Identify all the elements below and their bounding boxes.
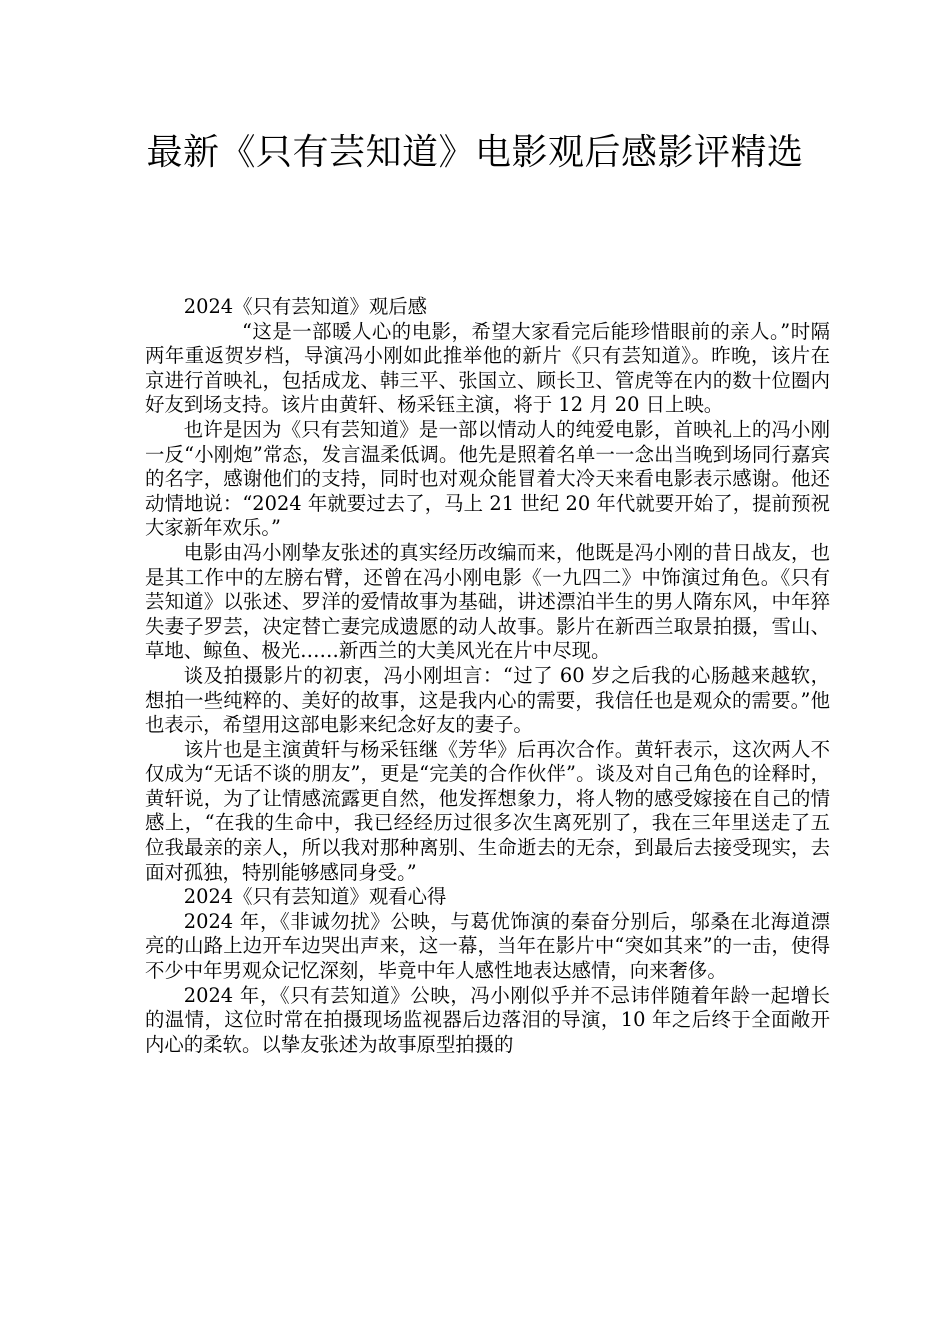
- body-paragraph: “这是一部暖人心的电影，希望大家看完后能珍惜眼前的亲人。”时隔两年重返贺岁档，导演冯小刚如此推举他的新片《只有芸知道》。昨晚，该片在京进行首映礼，包括成龙、韩三平、张国立、顾长卫、管虎等在内的数十位圈内好友到场支持。该片由黄轩、杨采钰主演，将于 12 月 20 日上映。: [145, 319, 830, 417]
- body-paragraph: 也许是因为《只有芸知道》是一部以情动人的纯爱电影，首映礼上的冯小刚一反“小刚炮”常态，发言温柔低调。他先是照着名单一一念出当晚到场同行嘉宾的名字，感谢他们的支持，同时也对观众能冒着大冷天来看电影表示感谢。他还动情地说：“2024 年就要过去了，马上 21 世纪 20 年代就要开始了，提前预祝大家新年欢乐。”: [145, 417, 830, 540]
- section-heading: 2024《只有芸知道》观后感: [183, 295, 428, 318]
- section-heading: 2024《只有芸知道》观看心得: [183, 885, 447, 909]
- body-paragraph: 谈及拍摄影片的初衷，冯小刚坦言：“过了 60 岁之后我的心肠越来越软，想拍一些纯粹的、美好的故事，这是我内心的需要，我信任也是观众的需要。”他也表示，希望用这部电影来纪念好友的妻子。: [145, 663, 830, 737]
- document-title: 最新《只有芸知道》电影观后感影评精选: [146, 132, 804, 173]
- body-paragraph: 该片也是主演黄轩与杨采钰继《芳华》后再次合作。黄轩表示，这次两人不仅成为“无话不谈的朋友”，更是“完美的合作伙伴”。谈及对自己角色的诠释时，黄轩说，为了让情感流露更自然，他发挥想象力，将人物的感受嫁接在自己的情感上，“在我的生命中，我已经经历过很多次生离死别了，我在三年里送走了五位我最亲的亲人，所以我对那种离别、生命逝去的无奈，到最后去接受现实，去面对孤独，特别能够感同身受。”: [145, 737, 830, 884]
- document-body: [145, 295, 830, 1057]
- body-paragraph: 电影由冯小刚挚友张述的真实经历改编而来，他既是冯小刚的昔日战友，也是其工作中的左膀右臂，还曾在冯小刚电影《一九四二》中饰演过角色。《只有芸知道》以张述、罗洋的爱情故事为基础，讲述漂泊半生的男人隋东风，中年猝失妻子罗芸，决定替亡妻完成遗愿的动人故事。影片在新西兰取景拍摄，雪山、草地、鲸鱼、极光……新西兰的大美风光在片中尽现。: [145, 540, 830, 663]
- body-paragraph: 2024 年，《非诚勿扰》公映，与葛优饰演的秦奋分别后，邬桑在北海道漂亮的山路上边开车边哭出声来，这一幕，当年在影片中“突如其来”的一击，使得不少中年男观众记忆深刻，毕竟中年人感性地表达感情，向来奢侈。: [145, 909, 830, 983]
- body-paragraph: 2024 年，《只有芸知道》公映，冯小刚似乎并不忌讳伴随着年龄一起增长的温情，这位时常在拍摄现场监视器后边落泪的导演，10 年之后终于全面敞开内心的柔软。以挚友张述为故事原型拍摄的: [145, 983, 830, 1056]
